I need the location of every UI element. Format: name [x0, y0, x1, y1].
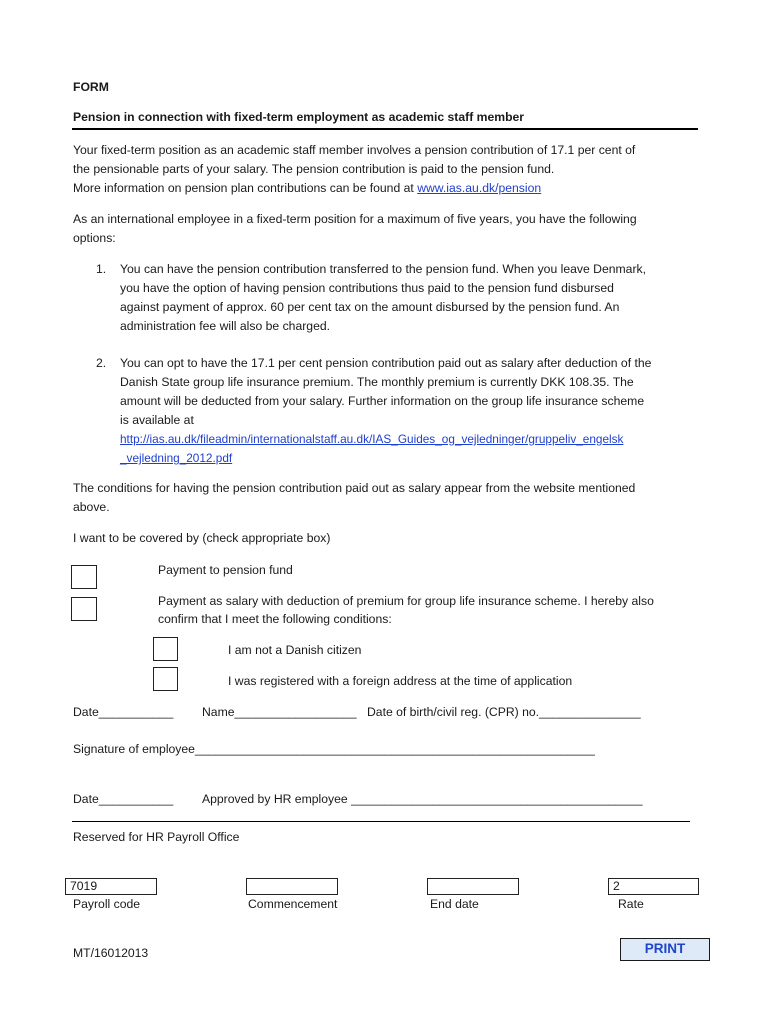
option-1-line-4: administration fee will also be charged. [120, 319, 331, 333]
group-life-insurance-link-cont[interactable]: _vejledning_2012.pdf [120, 451, 233, 465]
not-danish-checkbox[interactable] [153, 637, 178, 661]
choice-prompt: I want to be covered by (check appropriate box) [73, 531, 331, 545]
hr-office-title: Reserved for HR Payroll Office [73, 830, 240, 844]
option-1-line-2: you have the option of having pension contributions thus paid to the pension fund disbursed [120, 281, 614, 295]
option-2-line-3: amount will be deducted from your salary. Further information on the group life insurance scheme [120, 394, 645, 408]
option-2-number: 2. [96, 356, 107, 370]
pension-link[interactable]: www.ias.au.dk/pension [417, 181, 542, 195]
commencement-label: Commencement [248, 897, 338, 911]
intro-line-2: the pensionable parts of your salary. The pension contribution is paid to the pension fund. [73, 162, 555, 176]
end-date-input[interactable] [427, 878, 519, 895]
salary-label-line-2: confirm that I meet the following conditions: [158, 612, 392, 626]
date-field[interactable]: Date___________ [73, 705, 174, 719]
option-2-line-4: is available at [120, 413, 194, 427]
form-label: FORM [73, 80, 109, 94]
page-title: Pension in connection with fixed-term employment as academic staff member [73, 110, 525, 124]
intro-line-3-prefix: More information on pension plan contributions can be found at [73, 181, 418, 195]
foreign-address-checkbox[interactable] [153, 667, 178, 691]
intro-line-1: Your fixed-term position as an academic staff member involves a pension contribution of 17.1 per cent of [73, 143, 636, 157]
option-2-line-2: Danish State group life insurance premium. The monthly premium is currently DKK 108.35. The [120, 375, 634, 389]
document-code: MT/16012013 [73, 946, 149, 960]
hr-divider [72, 821, 690, 822]
intro-line-3 [73, 179, 541, 198]
option-1-number: 1. [96, 262, 107, 276]
commencement-input[interactable] [246, 878, 338, 895]
date-2-field[interactable]: Date___________ [73, 792, 174, 806]
foreign-address-label: I was registered with a foreign address at the time of application [228, 674, 573, 688]
conditions-line-2: above. [73, 500, 110, 514]
salary-label-line-1: Payment as salary with deduction of premium for group life insurance scheme. I hereby also [158, 594, 654, 608]
end-date-label: End date [430, 897, 479, 911]
signature-field[interactable]: Signature of employee___________________________________________________________ [73, 742, 595, 756]
options-intro-line-1: As an international employee in a fixed-term position for a maximum of five years, you have the following [73, 212, 637, 226]
approved-by-field[interactable]: Approved by HR employee ___________________________________________ [202, 792, 643, 806]
conditions-line-1: The conditions for having the pension contribution paid out as salary appear from the website mentioned [73, 481, 636, 495]
title-divider [72, 128, 698, 130]
print-button[interactable]: PRINT [620, 938, 710, 961]
pension-fund-label: Payment to pension fund [158, 563, 293, 577]
payroll-code-input[interactable]: 7019 [65, 878, 157, 895]
options-intro-line-2: options: [73, 231, 116, 245]
group-life-insurance-link[interactable]: http://ias.au.dk/fileadmin/internationalstaff.au.dk/IAS_Guides_og_vejledninger/gruppeliv_engelsk [120, 432, 624, 446]
not-danish-label: I am not a Danish citizen [228, 643, 362, 657]
salary-checkbox[interactable] [71, 597, 97, 621]
option-1-line-3: against payment of approx. 60 per cent tax on the amount disbursed by the pension fund. An [120, 300, 620, 314]
payroll-code-label: Payroll code [73, 897, 141, 911]
rate-label: Rate [618, 897, 644, 911]
option-1-line-1: You can have the pension contribution transferred to the pension fund. When you leave Denmark, [120, 262, 646, 276]
pension-fund-checkbox[interactable] [71, 565, 97, 589]
name-field[interactable]: Name__________________ [202, 705, 357, 719]
cpr-field[interactable]: Date of birth/civil reg. (CPR) no._______________ [367, 705, 641, 719]
rate-input[interactable]: 2 [608, 878, 699, 895]
option-2-line-1: You can opt to have the 17.1 per cent pension contribution paid out as salary after deduction of the [120, 356, 652, 370]
